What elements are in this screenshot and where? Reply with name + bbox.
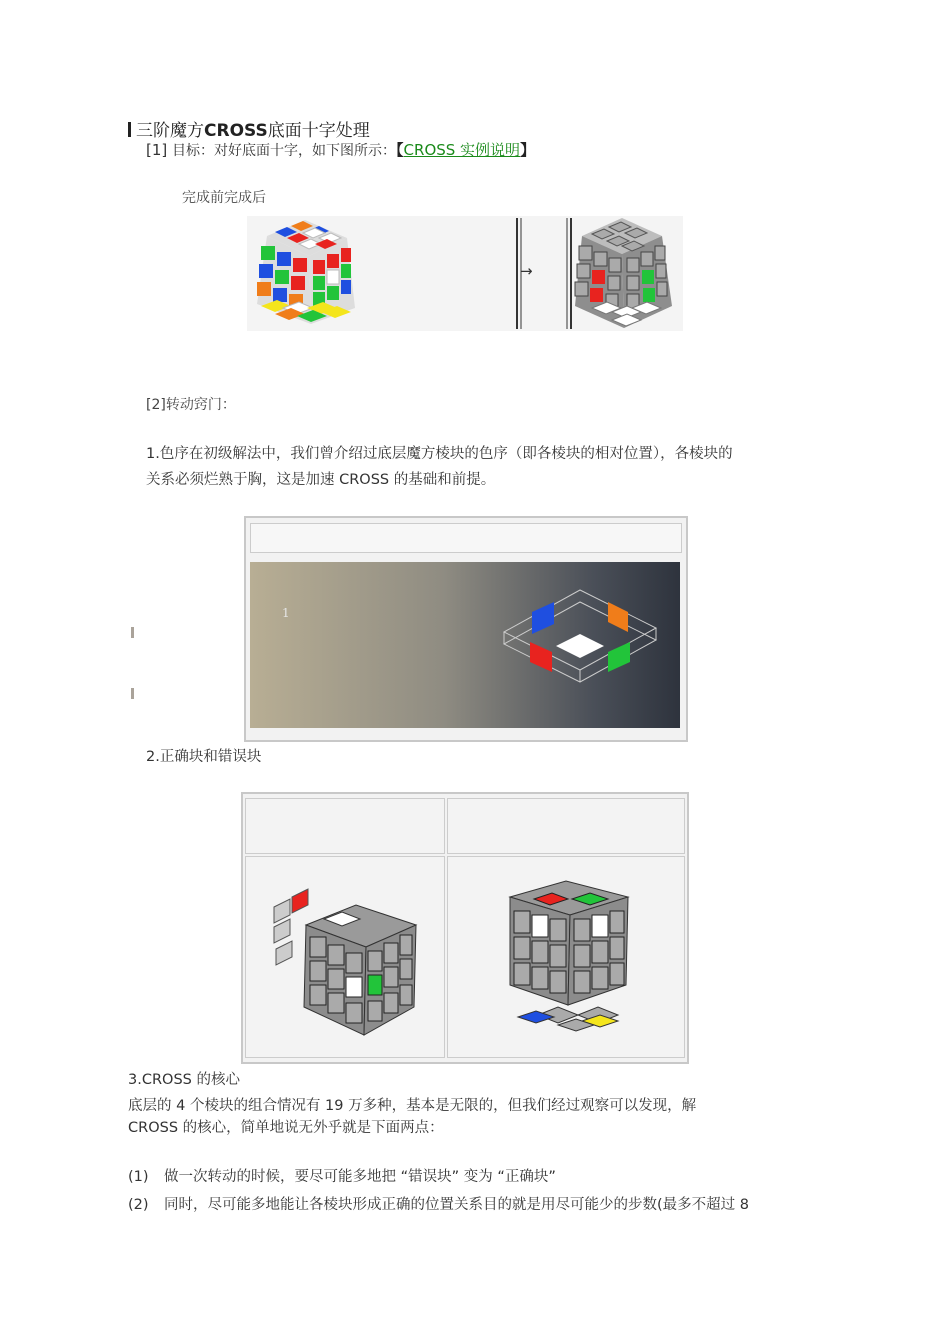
paragraph-color-order-line1: 1.色序在初级解法中，我们曾介绍过底层魔方棱块的色序（即各棱块的相对位置），各棱块的 xyxy=(146,446,733,462)
correct-piece-cube-image xyxy=(448,857,684,1057)
list-item-text: 同时，尽可能多地能让各棱块形成正确的位置关系目的就是用尽可能少的步数(最多不超过 8 xyxy=(164,1197,749,1213)
goal-line xyxy=(146,139,535,160)
title-bar-mark xyxy=(128,122,131,137)
page-title xyxy=(128,116,370,141)
cross-example-link[interactable]: CROSS 实例说明 xyxy=(403,141,521,159)
title-bold: CROSS xyxy=(204,121,268,141)
list-item-number: (2) xyxy=(128,1197,149,1213)
cross-core-heading: 3.CROSS 的核心 xyxy=(128,1072,240,1088)
section-tips-heading: [2]转动窍门： xyxy=(146,397,236,413)
before-after-caption: 完成前完成后 xyxy=(182,190,266,206)
list-item xyxy=(128,1193,749,1214)
list-item-text: 做一次转动的时候，要尽可能多地把 “错误块” 变为 “正确块” xyxy=(164,1169,556,1185)
correct-wrong-pieces-heading: 2.正确块和错误块 xyxy=(146,749,262,765)
margin-marker xyxy=(131,688,134,699)
list-item xyxy=(128,1165,556,1186)
cross-core-line2: CROSS 的核心，简单地说无外乎就是下面两点： xyxy=(128,1120,444,1136)
before-after-figure xyxy=(247,216,683,331)
color-order-image xyxy=(250,562,680,728)
bracket-close: 】 xyxy=(520,141,536,159)
color-order-figure xyxy=(244,516,688,742)
paragraph-color-order-line2: 关系必须烂熟于胸，这是加速 CROSS 的基础和前提。 xyxy=(146,472,496,488)
goal-text: 目标：对好底面十字，如下图所示： xyxy=(172,143,397,159)
title-suffix: 底面十字处理 xyxy=(267,121,370,141)
table-header-cell-left xyxy=(245,798,445,854)
wrong-piece-cube-image xyxy=(246,857,444,1057)
solved-cross-cube-image xyxy=(575,218,672,328)
list-item-number: (1) xyxy=(128,1169,149,1185)
cross-core-line1: 底层的 4 个棱块的组合情况有 19 万多种，基本是无限的，但我们经过观察可以发现，解 xyxy=(128,1098,697,1114)
arrow-glyph: → xyxy=(520,262,533,280)
bracket-open: 【 xyxy=(396,141,404,159)
goal-number: [1] xyxy=(146,141,168,159)
correct-piece-cell xyxy=(447,856,685,1058)
figure-header-cell xyxy=(250,523,682,553)
scrambled-cube-image xyxy=(257,220,355,324)
title-prefix: 三阶魔方 xyxy=(136,121,204,141)
margin-marker xyxy=(131,627,134,638)
color-order-svg xyxy=(500,584,670,694)
before-after-svg xyxy=(247,216,683,331)
figure-number: 1 xyxy=(282,606,290,620)
correct-wrong-figure xyxy=(241,792,689,1064)
table-header-cell-right xyxy=(447,798,685,854)
wrong-piece-cell xyxy=(245,856,445,1058)
